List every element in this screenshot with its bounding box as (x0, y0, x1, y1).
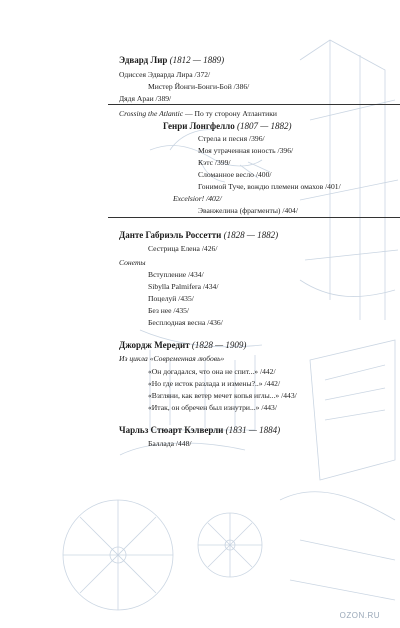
intro-title: Crossing the Atlantic (119, 109, 184, 118)
author-lear-heading (119, 56, 224, 65)
intro-translation: — По ту сторону Атлантики (185, 109, 277, 118)
author-name: Эдвард Лир (119, 55, 168, 65)
author-meredith-heading (119, 341, 246, 350)
author-name: Генри Лонгфелло (163, 121, 235, 131)
toc-entry: «Итак, он обречен был изнутри...» /443/ (148, 403, 277, 412)
intro-line (119, 110, 277, 118)
toc-entry: «Но где исток разлада и измены?..» /442/ (148, 379, 281, 388)
subheading-sonnets: Сонеты (119, 258, 146, 267)
author-name: Чарльз Стюарт Кэлверли (119, 425, 224, 435)
author-name: Данте Габриэль Россетти (119, 230, 222, 240)
author-years: (1812 — 1889) (169, 55, 225, 65)
author-rossetti-heading (119, 231, 278, 240)
ozon-watermark: OZON.RU (339, 611, 380, 620)
toc-entry: «Взгляни, как ветер мечет копья иглы...» /443/ (148, 391, 297, 400)
cycle-title: Из цикла «Современная любовь» (119, 354, 225, 363)
toc-entry: «Он догадался, что она не спит...» /442/ (148, 367, 276, 376)
section-divider (108, 217, 400, 218)
toc-entry: Моя утраченная юность /396/ (198, 146, 294, 155)
toc-entry: Sibylla Palmifera /434/ (148, 282, 219, 291)
toc-entry: Баллада /448/ (148, 439, 192, 448)
toc-entry: Excelsior! /402/ (173, 194, 222, 203)
toc-entry: Мистер Йонги-Бонги-Бой /386/ (148, 82, 250, 91)
author-years: (1828 — 1909) (191, 340, 247, 350)
toc-entry: Кэтс /399/ (198, 158, 231, 167)
toc-entry: Поцелуй /435/ (148, 294, 194, 303)
author-longfellow-heading (163, 122, 292, 131)
toc-entry: Дядя Араи /389/ (119, 94, 172, 103)
author-name: Джордж Мередит (119, 340, 190, 350)
toc-entry: Без нее /435/ (148, 306, 190, 315)
section-divider (108, 104, 400, 105)
toc-entry: Сестрица Елена /426/ (148, 244, 218, 253)
author-years: (1807 — 1882) (237, 121, 292, 131)
toc-entry: Эванжелина (фрагменты) /404/ (198, 206, 298, 215)
toc-entry: Стрела и песня /396/ (198, 134, 265, 143)
author-calverley-heading (119, 426, 280, 435)
toc-entry: Бесплодная весна /436/ (148, 318, 223, 327)
toc-entry: Гонимой Туче, вождю племени омахов /401/ (198, 182, 341, 191)
toc-entry: Вступление /434/ (148, 270, 204, 279)
toc-entry: Сломанное весло /400/ (198, 170, 272, 179)
toc-entry: Одиссея Эдварда Лира /372/ (119, 70, 211, 79)
author-years: (1831 — 1884) (225, 425, 281, 435)
author-years: (1828 — 1882) (223, 230, 279, 240)
